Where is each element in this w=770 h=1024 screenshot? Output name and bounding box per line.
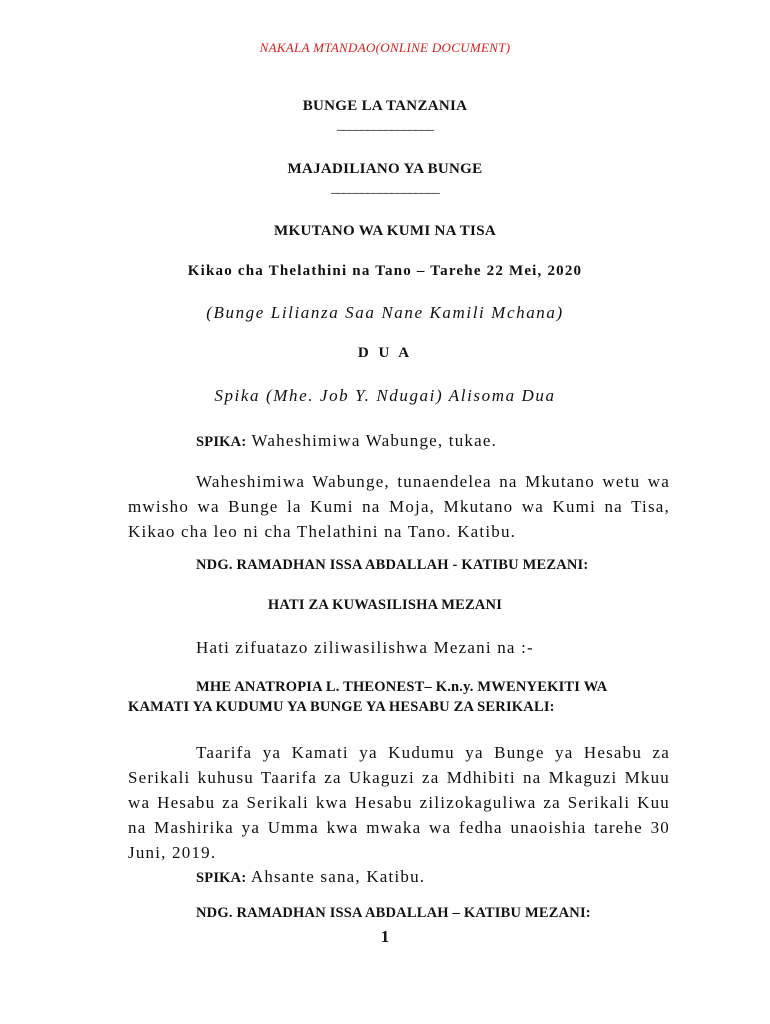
- speaker-paragraph-4: [196, 864, 676, 891]
- speech-text: Ahsante sana, Katibu.: [250, 867, 426, 886]
- prayer-heading: D U A: [357, 345, 413, 361]
- page-number: 1: [380, 927, 390, 946]
- document-subtitle: MAJADILIANO YA BUNGE: [287, 161, 483, 177]
- prayer-note: Spika (Mhe. Job Y. Ndugai) Alisoma Dua: [214, 386, 556, 405]
- speaker-label: SPIKA:: [196, 870, 247, 886]
- report-paragraph: Taarifa ya Kamati ya Kudumu ya Bunge ya Hesabu za Serikali kuhusu Taarifa za Ukaguzi za Mdhibiti na Mkaguzi Mkuu wa Hesabu za Serikali kwa Hesabu zilizokaguliwa za Serikali Kuu na Mashirika ya Umma kwa mwaka wa fedha unaoishia tarehe 30 Juni, 2019.: [128, 743, 670, 862]
- speech-paragraph-2: Waheshimiwa Wabunge, tunaendelea na Mkutano wetu wa mwisho wa Bunge la Kumi na Moja, Mkutano wa Kumi na Tisa, Kikao cha leo ni cha Thelathini na Tano. Katibu.: [128, 472, 670, 541]
- title-rule: ________________: [337, 118, 433, 133]
- online-document-note: NAKALA MTANDAO(ONLINE DOCUMENT): [259, 40, 511, 55]
- opening-note: (Bunge Lilianza Saa Nane Kamili Mchana): [206, 303, 564, 322]
- clerk-label-1: NDG. RAMADHAN ISSA ABDALLAH - KATIBU MEZANI:: [196, 557, 589, 573]
- documents-intro: Hati zifuatazo ziliwasilishwa Mezani na :-: [196, 638, 534, 657]
- mp-line-2: KAMATI YA KUDUMU YA BUNGE YA HESABU ZA SERIKALI:: [128, 699, 555, 715]
- document-title: BUNGE LA TANZANIA: [302, 98, 468, 114]
- session-line: Kikao cha Thelathini na Tano – Tarehe 22 Mei, 2020: [187, 263, 583, 279]
- speech-text: Waheshimiwa Wabunge, tukae.: [251, 431, 498, 450]
- mp-line-1: MHE ANATROPIA L. THEONEST– K.n.y. MWENYEKITI WA: [196, 679, 608, 695]
- speaker-paragraph-1: [196, 428, 676, 455]
- speaker-label: SPIKA:: [196, 434, 247, 450]
- meeting-heading: MKUTANO WA KUMI NA TISA: [274, 223, 496, 239]
- subtitle-rule: __________________: [331, 181, 439, 196]
- section-heading: HATI ZA KUWASILISHA MEZANI: [267, 597, 503, 613]
- clerk-label-2: NDG. RAMADHAN ISSA ABDALLAH – KATIBU MEZANI:: [196, 905, 591, 921]
